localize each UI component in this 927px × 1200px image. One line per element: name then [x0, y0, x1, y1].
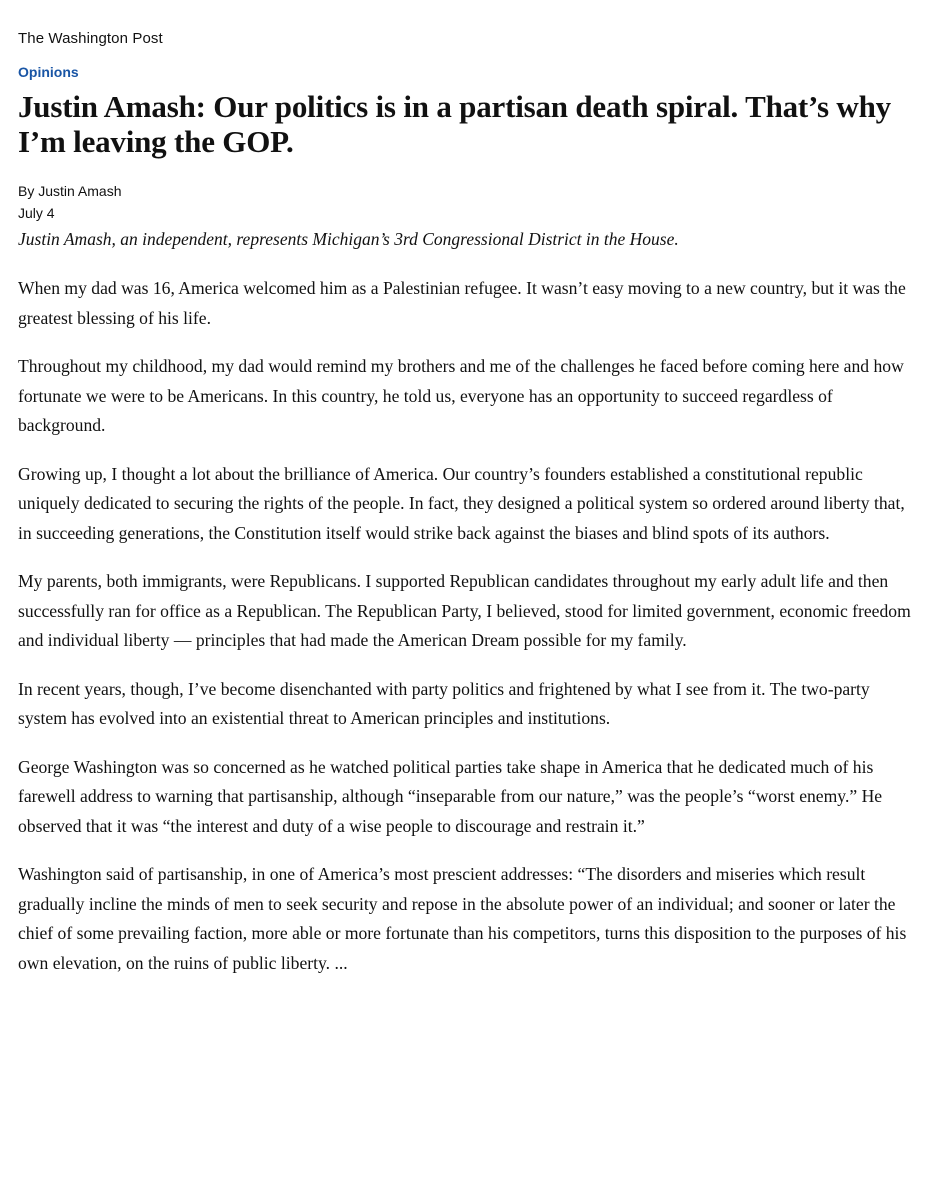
- author-note: Justin Amash, an independent, represents Michigan’s 3rd Congressional District in the House.: [18, 229, 679, 249]
- body-paragraph: When my dad was 16, America welcomed him as a Palestinian refugee. It wasn’t easy moving to a new country, but it was the greatest blessing of his life.: [18, 278, 906, 328]
- article-byline[interactable]: By Justin Amash: [18, 183, 122, 199]
- body-paragraph: In recent years, though, I’ve become disenchanted with party politics and frightened by what I see from it. The two-party system has evolved into an existential threat to American principles and institutions.: [18, 678, 870, 728]
- publication-masthead[interactable]: The Washington Post: [18, 30, 163, 47]
- article-date: July 4: [18, 205, 55, 221]
- section-label-opinions[interactable]: Opinions: [18, 64, 79, 80]
- body-paragraph: Throughout my childhood, my dad would remind my brothers and me of the challenges he faced before coming here and how fortunate we were to be Americans. In this country, he told us, everyone has an opportunity to succeed regardless of background.: [18, 356, 904, 435]
- body-paragraph: George Washington was so concerned as he watched political parties take shape in America that he dedicated much of his farewell address to warning that partisanship, although “inseparable from our nature,” was the people’s “worst enemy.” He observed that it was “the interest and duty of a wise people to discourage and restrain it.”: [18, 756, 883, 836]
- article-body: [18, 274, 913, 997]
- body-paragraph: Growing up, I thought a lot about the brilliance of America. Our country’s founders established a constitutional republic uniquely dedicated to securing the rights of the people. In fact, they designed a political system so ordered around liberty that, in succeeding generations, the Constitution itself would strike back against the biases and blind spots of its authors.: [18, 463, 905, 543]
- body-paragraph: My parents, both immigrants, were Republicans. I supported Republican candidates throughout my early adult life and then successfully ran for office as a Republican. The Republican Party, I believed, stood for limited government, economic freedom and individual liberty — principles that had made the American Dream possible for my family.: [18, 571, 911, 650]
- article-headline: Justin Amash: Our politics is in a partisan death spiral. That’s why I’m leaving the GOP.: [18, 89, 891, 159]
- body-paragraph: Washington said of partisanship, in one of America’s most prescient addresses: “The disorders and miseries which result gradually incline the minds of men to seek security and repose in the absolute power of an individual; and sooner or later the chief of some prevailing faction, more able or more fortunate than his competitors, turns this disposition to the purposes of his own elevation, on the ruins of public liberty. ...: [18, 864, 907, 973]
